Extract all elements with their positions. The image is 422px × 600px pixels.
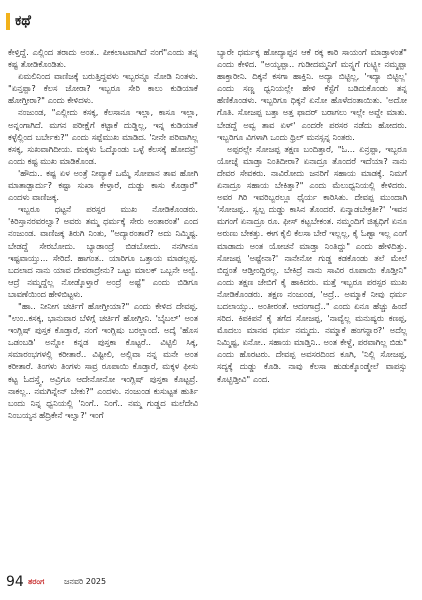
article-paragraph: ಕೇಳ್ತಿದ್ದೆ. ಎಲ್ಲಿಂದ ತರಾದು ಅಂತ.. ಪೀಕಲಾಟವಾಗಿದೆ ನಂಗೆ"ಎಂದು ತನ್ನ ಕಷ್ಟ ತೋಡಿಕೊಂಡಿತು.: [8, 47, 198, 70]
article-column-left: [8, 46, 198, 558]
magazine-name: ತರಂಗ: [28, 577, 45, 586]
page-footer: [6, 573, 206, 591]
article-paragraph: "ಹಾ.. ನೀನೀಗ ಚರ್ಚಿಗೆ ಹೋಗ್ತೀಯಾ?" ಎಂದು ಕೇಳಿದ ದೇವಪ್ಪ. "ಉಂ..ಕಸಕ್ಕ, ಭಾನುವಾರ ಬೆಳಿಗ್ಗೆ ಚರ್ಚಿಗೆ ಹೋಗ್ತೀನಿ. 'ಬೈಬಲ್' ಅಂತ ಇಂಗ್ಲಿಷ್ ಪುಸ್ತಕ ಕೊಡ್ತಾರೆ, ನಂಗೆ ಇಂಗ್ಲಿಷು ಬರಲ್ಲಾಂದೆ. ಅದ್ಕೆ 'ಹೊಸ ಒಡಂಬಡಿ' ಅನ್ನೋ ಕನ್ನಡ ಪುಸ್ತಕಾ ಕೊಟ್ಟರೆ.. ವಿಟ್ಟಿಲಿ ಸಿಕ್ಕ, ಸಮಾರಂಭಗಳಲ್ಲಿ ಕರೀತಾರೆ.. ವಿಷ್ಟೀಲಿ, ಅಲ್ಲಿವಾ ನನ್ನ ಮನೇ ಅಂತ ಕರೀತಾರೆ. ತಿಂಗಳು ತಿಂಗಳು ಸಾವ್ರ ರೂಪಾಯಿ ಕೊಡ್ತಾರೆ, ಮಕ್ಕಳ ಫೀಸು ಕಟ್ಟ ಓದಸ್ತ್ವೆ, ಅವ್ರಿಗೂ ಆದೇನೋನೋ ಇಂಗ್ಲಿಷ್ ಪುಸ್ತಕಾ ಕೊಟ್ಟವ್ರೆ. ನಾಕಲ್ಲ.. ನಮಗಿನ್ನೇನ್ ಬೇಕು?" ಎಂದಳು. ನಂಜುಂಡ ಕುಸುಟ್ಟತ ಹುರ್ತಿ ಬಂದು ನಿನ್ನ ಧ್ವನಿಯಲ್ಲಿ 'ನಿಂಗೆ.. ನಿಂಗೆ.. ನಮ್ಮ ಗುಡ್ಡದ ಮಲೆದೇವಿ ನಿಂಬಯ್ಯನ ಹೆದ್ರಿಕೇನೆ ಇಲ್ವಾ?' ಇಂಗೆ: [8, 300, 198, 420]
issue-date: ಜನವರಿ 2025: [64, 577, 107, 586]
section-label: ಕಥೆ: [15, 13, 31, 29]
article-column-right: [217, 46, 407, 558]
section-accent-bar: [6, 13, 10, 30]
article-paragraph: ಬ್ಯಾರೇ ಧರ್ಮಕ್ಕ ಹೋದ್ಯಾಪ್ಪನ ಆಕೆ ರಕ್ಕ ಕಾರಿ ಸಾಯಂಗೆ ಮಾಡ್ತಾಳಂತೆ" ಎಂದು ಕೇಳಿದ. "ಅಯ್ಯಪ್ಪಾ.. ಗುಡೀದಮ್ಮನಿಗೆ ಮನ್ಸ್ನಗೆ ಗುಟ್ಟ್ಬೀ ನಮ್ಮಪ್ಪಾ ಹಾಕ್ತಾರೀನಿ. ದಿಕ್ಕನೆ ಕಸಗಾ ಹಾಕ್ತಿನಿ. ಅದ್ಯಾ ಬಿಟ್ಟಿಲ್ಲ, 'ಇದ್ಯಾ ಬಿಟ್ಟಿಲ್ಲ' ಎಂದು ಸಣ್ಣ ಧ್ವನಿಯಲ್ಲೇ ಹೇಳಿ ಕೆಸ್ಟೆಗೆ ಬಡಿದುಕೊಂಡು ತನ್ನ ಹೆಣಿಕೊಂಡಳು. ಇಬ್ಬರಿಗೂ ಧಿಕ್ಕನೆ ಏನೋ ಹೊಳೆದಂತಾಯಿತು. 'ಅದೋ ಗೊತಿ. ಸೋಜಪ್ಪ ಬತ್ತಾ ಅತ್ತ ಫಾದರ್ ಬರಾಗಲು ಇಲ್ಲೇ ಅವ್ದೇ ಮಾತು. ಬೇಡದ್ದೆ ಅವ್ವ ತಾವ ಏಳ್' ಎಂದರೇ ಪರಸರ ನಡೆದು ಹೋದರು. ಇಬ್ಬರಿಗೂ ವಿಗಳಾಗಿ ಒಂದು ಥ್ರಿಲ್ ಮನಸ್ಸನ್ನ ನಿಂತರು.: [217, 47, 407, 142]
article-paragraph: ಅಪ್ಪರಲ್ಲೇ ಸೋಜಪ್ಪ ತಕ್ಷಣ ಬಂದಿತ್ತಾರೆ, "ಓ... ಏನ್ರಪ್ಪಾ, ಇಬ್ಬರೂ ಯೋಚ್ನೆ ಮಾಡ್ತಾ ನಿಂತಿದೀರಾ? ಏನಾದ್ರೂ ತೊಂದರೆ ಇದೆಯಾ? ನಾನು ದೇವರ ಸೇವಕರು. ನಾವಿರೋದು ಜನರಿಗೆ ಸಹಾಯ ಮಾಡಕ್ಕೆ. ನಿಮಗೆ ಏನಾದ್ರೂ ಸಹಾಯ ಬೇಕಿತ್ತಾ?" ಎಂದು ಮೆಲುಧ್ವನಿಯಲ್ಲಿ ಕೇಳಿದರು. ಅವರ ಗಿರಿ ಇವರಿಬ್ಬರಲ್ಲೂ ಧೈರ್ಯ ಕಾರಿಸಿತು. ದೇವಪ್ಪ ಮುಂದಾಗಿ 'ಸೋಜಪ್ಪ.. ಸ್ವಲ್ಪ ದುಡ್ಡು ಕಾಸಿನ ತೊಂದರೆ. ಏನ್ಮಾಡಬೇಕ್ರತೀ?' 'ಇವನ ಮಗಂಗೆ ಏನಾದ್ರೂ ರೂ. ಫೀಸ್ ಕಟ್ಬಬೇಕಂತ. ನಮ್ಮಂದಿಗೆ ಜಿತ್ವಧಿಗೆ ಏನೂ ಅರುಣು ಬೇಕತ್ತು. ಈಗ ಕೈಲಿ ಕೆಲಸಾ ಬೇರೆ ಇಲ್ಲಲ್ಲ, ಕೈ ಓಣ್ಟಾ ಇಲ್ಲ ಎಂಗೆ ಮಾಡಾದು ಅಂತ ಯೋಚನೆ ಮಾಡ್ತಾ ನಿಂತಿದ್ದು" ಎಂದು ಹೇಳಿದಿತ್ತು. ಸೋಜಪ್ಪ 'ಅಷ್ಟೇನಾ?' ನಾನೇನೋ ಗುಡ್ಡ ಕಡಕೊಂಡು ತಲೆ ಮೇಲೆ ಬಿದ್ದಂತೆ ಆಡ್ತೀಂದ್ದಿರಲ್ಲ. ಬೇಕಿದ್ರೆ ನಾನು ಸಾವಿರ ರೂಪಾಯಿ ಕೊಡ್ತೀನಿ" ಎಂದು ತಕ್ಷಣ ಜೇಬಿಗೆ ಕೈ ಹಾಕಿದರು. ಮತ್ತೆ ಇಬ್ಬರೂ ಪರಸ್ಪರ ಮುಖ ನೋಡಿಕೊಂಡರು. ತಕ್ಷಣ ನಂಜುಂಡ, 'ಅದ್ರೆ.. ಅಮ್ಮಾಕೆ ನೀವು ಧರ್ಮ ಬದಲಾಯ್ಸು.. ಅಂತೀರಂತೆ. ಆದಂಗಾದ್ರೆ.." ಎಂದು ಏನೂ ಹೆಚ್ಚು ಹಿಂದೆ ಸರಿದ. ಕಿಪಕಿಪನೆ ಕೈ ತಗೆದ ಸೋಜಪ್ಪ, 'ನಾವ್ಯೆಲ್ಲ ಮನುಷ್ಯರು ಕಣಪ್ಪ, ಮೊದಲು ಮಾನವ ಧರ್ಮ ನಮ್ಮದು. ನಮ್ಮಾಕೆ ಹಂಗನ್ನಾರ?' ಅದೆಲ್ಲ ನಿಮ್ಮಿಷ್ಟ, ಏನೋ.. ಸಹಾಯ ಮಾಡ್ತಿನಿ.. ಅಂತ ಕೇಳ್ದೆ, ಪರವಾಗಿಲ್ಲ ಬಿಡು" ಎಂದು ಹೊರಟರು. ದೇವಪ್ಪ ಅವಸರದಿಂದ ಕೂಗಿ, 'ನಿಲ್ಲಿ ಸೋಜಪ್ಪ, ಸದ್ಯಕ್ಕೆ ದುಡ್ಡು ಕೊಡಿ. ನಾವು ಕೆಲಸಾ ಹುಡುಕ್ಕೊಂಡ್ಮೇಲೆ ವಾಪಸ್ಸು ಕೊಟ್ಬಿಡ್ತೀವಿ" ಎಂದ.: [217, 143, 407, 384]
article-paragraph: ಏಮಲಿನಿಂದ ವಾಣಿಜಕ್ಕೆ ಬರುತ್ತಿದ್ದವಳು ಇಬ್ಬರನ್ನೂ ನೋಡಿ ನಿಂತಳು. "ಏನ್ತಪ್ಪಾ? ಕೆಲಸ ಜೋರಾ? ಇಬ್ಬರೂ ಸೇರಿ ಕಾಲು ಕುಡಿಯಾಕೆ ಹೋಗ್ತೀರಾ?" ಎಂದು ಕೇಳಿದಳು.: [8, 71, 198, 106]
page-number: 94: [6, 574, 24, 590]
article-paragraph: 'ಹೌದು.. ಕಷ್ಟ ಏಳ ಅಂತ್ರೆ ನೀವ್ಯಾಕೆ ಒಮ್ಮೆ ಸೋಪಾನ ತಾವ ಹೋಗಿ ಮಾತಾಡ್ಬಾರ್ದು? ಕಷ್ಟಾ ಸುಖಾ ಕೇಳ್ತಾರೆ, ದುಡ್ಡು ಕಾಸು ಕೊಡ್ತಾರೆ" ಎಂದಳು ವಾಣಿಜಕ್ಕ.: [8, 167, 198, 203]
article-body: [8, 46, 418, 558]
article-paragraph: ಇಬ್ಬರೂ ಧಟ್ಟನೆ ಪರಸ್ಪರ ಮುಖ ನೋಡಿಕೊಂಡರು. 'ಕಿರಿಸ್ತಾನರವರಲ್ವಾ? ಅವರು ತಮ್ಮ ಧರ್ಮಕ್ಕೆ ಸೇರು ಅಂತಾರಂತೆ' ಎಂದ ನಂಜುಂಡ. ವಾಣಿಜಕ್ಕ ತಿರುಗಿ ನಿಂತು, "ಅದ್ಯಾರಂತಾರೆ? ಅದು ನಿಮ್ಮಿಷ್ಟ. ಬೇಡದ್ದೆ ಸೇರಬೋದು. ಬ್ಯಾಡಾಂದ್ರೆ ಬಿಡಬೋದು. ನನಗೀನೂ ಇಷ್ಟವಾಯ್ತು... ಸೇರಿದೆ. ಹಾಗಂತ.. ಯಾರಿಗೂ ಒತ್ತಾಯ ಮಾಡಲ್ಲಪ್ಪ. ಬದಲಾದ ನಾನು ಯಾವ ದೇವರಾದ್ರೇನು? ಒಟ್ಟು ಮಾಲಕ್ ಒಬ್ಬನೇ ಅಲ್ವೆ. ಆದ್ರೆ ನಮ್ಮದ್ದೆಲ್ಲ ನೋಡ್ಕೊಳ್ತಾರೆ ಅಂದ್ರೆ ಅಷ್ಟೆ" ಎಂದು ಬಿಡಿಗೂ ಬಾವಣೆಯಿಂದ ಹೇಳಿಬಿಟ್ಟಳು.: [8, 204, 198, 299]
article-paragraph: ನಂಜುಂಡ, "ಎಲ್ಲೀದು ಕಸಕ್ಕ, ಕೆಲಸಾನೂ ಇಲ್ಲಾ, ಕಾಸೂ ಇಲ್ಲಾ, ಅನ್ನಂಗಾಗಿದೆ. ಮಗನ ಪರೀಕ್ಷೆಗೆ ಕಟ್ಟಾಕೆ ದುಡ್ಡಿಲ್ಲ, ಇನ್ನ ಕುಡಿಯಾಕೆ ಕಳ್ಳೆಲ್ಲಿಂದ ಬರ್ಬೇಕು?" ಎಂದು ಸಪ್ಪೆಮುಖ ಮಾಡಿದ. 'ನೀನೇ ಪರಿವಾಗಿಲ್ಲ ಕಸಕ್ಕ, ಸುಖವಾಗಿದೀಯ. ಮಕ್ಕಳು ಓದ್ಕೊಂಡು ಒಳ್ಳೆ ಕೆಲಸಕ್ಕೆ ಹೋದವ್ರೆ' ಎಂದು ಕಷ್ಟ ಮುಖ ಮಾಡಿಕೊಂಡ.: [8, 107, 198, 166]
